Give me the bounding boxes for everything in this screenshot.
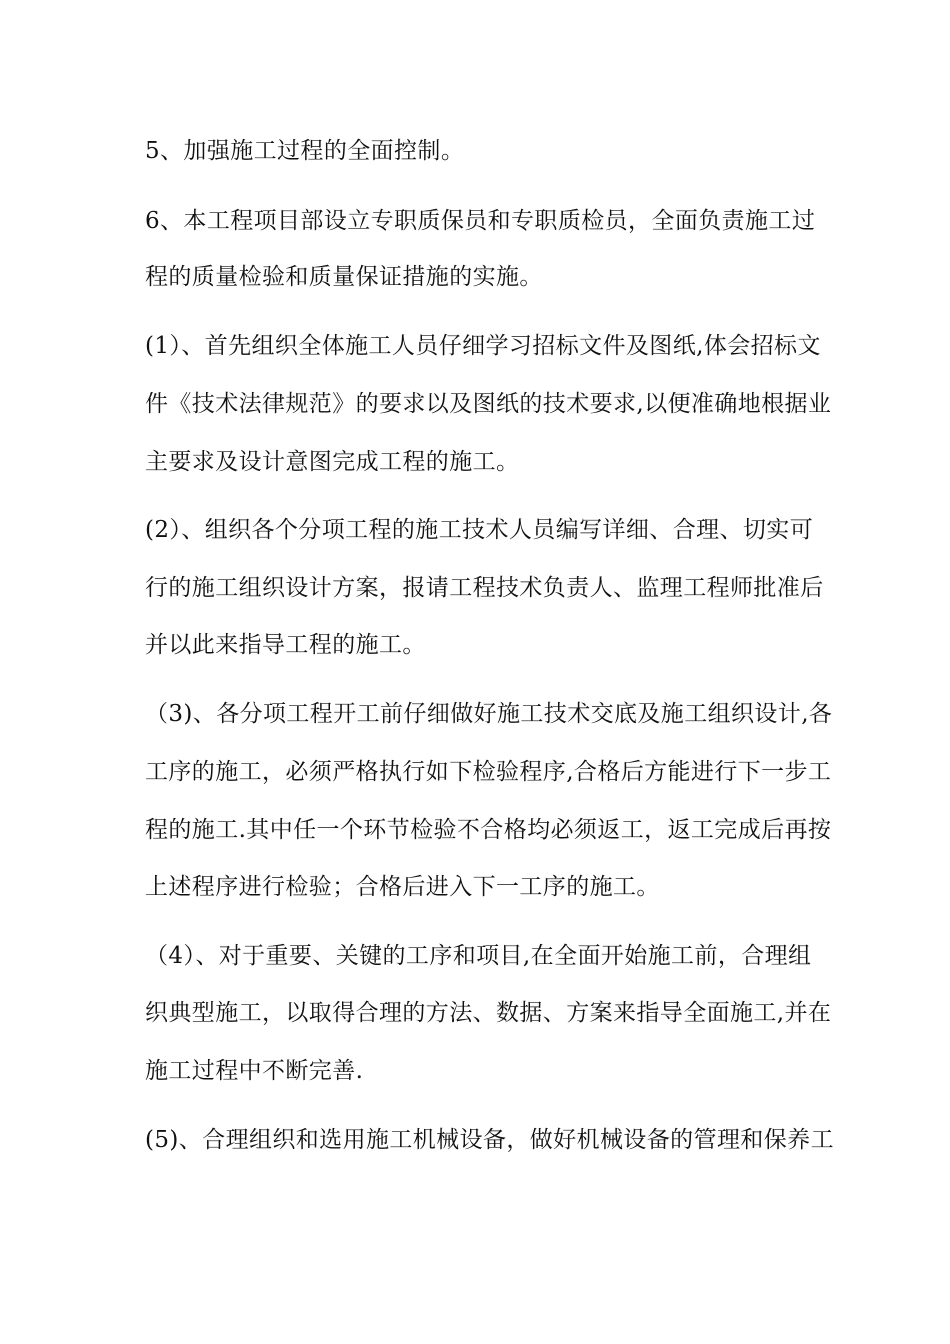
paragraph-2-line-2: 行的施工组织设计方案，报请工程技术负责人、监理工程师批准后 bbox=[145, 575, 824, 601]
paragraph-3-line-3: 程的施工.其中任一个环节检验不合格均必须返工，返工完成后再按 bbox=[145, 817, 832, 843]
paragraph-2-line-3: 并以此来指导工程的施工。 bbox=[145, 632, 426, 658]
paragraph-3-line-2: 工序的施工，必须严格执行如下检验程序,合格后方能进行下一步工 bbox=[145, 759, 832, 785]
paragraph-4-line-3: 施工过程中不断完善. bbox=[145, 1058, 364, 1084]
paragraph-1-line-1: (1）、首先组织全体施工人员仔细学习招标文件及图纸,体会招标文 bbox=[145, 333, 821, 359]
paragraph-2-line-1: (2）、组织各个分项工程的施工技术人员编写详细、合理、切实可 bbox=[145, 517, 814, 543]
paragraph-1-line-3: 主要求及设计意图完成工程的施工。 bbox=[145, 449, 520, 475]
paragraph-6-line-2: 程的质量检验和质量保证措施的实施。 bbox=[145, 264, 543, 290]
paragraph-6-line-1: 6、本工程项目部设立专职质保员和专职质检员，全面负责施工过 bbox=[145, 208, 816, 234]
paragraph-5-line-1: 5、加强施工过程的全面控制。 bbox=[145, 138, 465, 164]
paragraph-3-line-1: （3)、各分项工程开工前仔细做好施工技术交底及施工组织设计,各 bbox=[145, 701, 833, 727]
paragraph-4-line-1: （4）、对于重要、关键的工序和项目,在全面开始施工前，合理组 bbox=[145, 943, 812, 969]
paragraph-4-line-2: 织典型施工，以取得合理的方法、数据、方案来指导全面施工,并在 bbox=[145, 1000, 832, 1026]
paragraph-1-line-2: 件《技术法律规范》的要求以及图纸的技术要求,以便准确地根据业 bbox=[145, 391, 832, 417]
paragraph-3-line-4: 上述程序进行检验；合格后进入下一工序的施工。 bbox=[145, 874, 660, 900]
paragraph-5b-line-1: (5)、合理组织和选用施工机械设备，做好机械设备的管理和保养工 bbox=[145, 1127, 834, 1153]
